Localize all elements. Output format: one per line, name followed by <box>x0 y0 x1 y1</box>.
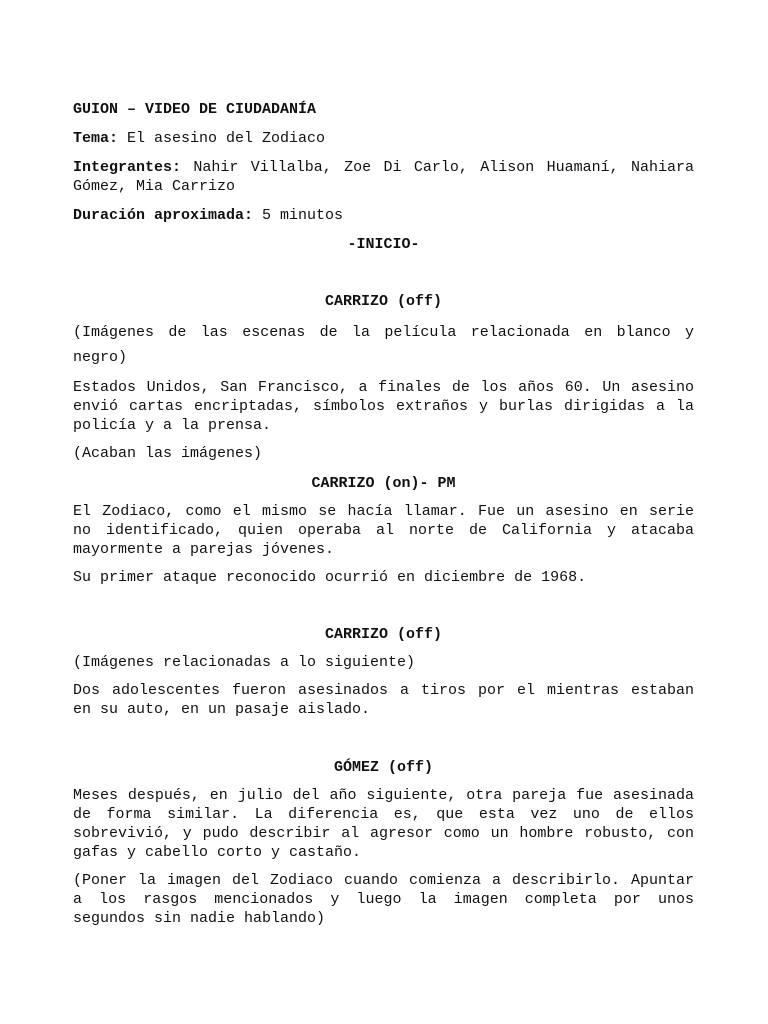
integrantes-label: Integrantes: <box>73 159 182 176</box>
stage-direction: (Imágenes de las escenas de la película relacionada en blanco y negro) <box>73 324 694 366</box>
dialogue-paragraph: Su primer ataque reconocido ocurrió en diciembre de 1968. <box>73 569 587 586</box>
dialogue-paragraph: Dos adolescentes fueron asesinados a tiros por el mientras estaban en su auto, en un pasaje aislado. <box>73 682 694 718</box>
duracion-line <box>73 206 694 225</box>
speaker-heading: CARRIZO (off) <box>324 293 443 310</box>
script-document <box>73 100 694 928</box>
stage-direction: (Acaban las imágenes) <box>73 445 263 462</box>
duracion-label: Duración aproximada: <box>73 207 254 224</box>
tema-label: Tema: <box>73 130 119 147</box>
document-title: GUION – VIDEO DE CIUDADANÍA <box>73 101 317 118</box>
speaker-heading: GÓMEZ (off) <box>333 759 434 776</box>
speaker-heading: CARRIZO (on)- PM <box>311 475 456 492</box>
dialogue-paragraph: El Zodiaco, como el mismo se hacía llamar. Fue un asesino en serie no identificado, quien operaba al norte de California y atacaba mayormente a parejas jóvenes. <box>73 503 694 558</box>
integrantes-value: Nahir Villalba, Zoe Di Carlo, Alison Huamaní, Nahiara Gómez, Mia Carrizo <box>73 159 694 195</box>
duracion-value: 5 minutos <box>262 207 344 224</box>
dialogue-paragraph: Estados Unidos, San Francisco, a finales de los años 60. Un asesino envió cartas encriptadas, símbolos extraños y burlas dirigidas a la policía y a la prensa. <box>73 379 694 434</box>
tema-line <box>73 129 694 148</box>
integrantes-line <box>73 158 694 196</box>
tema-value: El asesino del Zodiaco <box>127 130 326 147</box>
stage-direction: (Imágenes relacionadas a lo siguiente) <box>73 654 416 671</box>
stage-direction: (Poner la imagen del Zodiaco cuando comienza a describirlo. Apuntar a los rasgos mencionados y luego la imagen completa por unos segundos sin nadie hablando) <box>73 872 694 927</box>
inicio-heading: -INICIO- <box>347 236 420 253</box>
speaker-heading: CARRIZO (off) <box>324 626 443 643</box>
dialogue-paragraph: Meses después, en julio del año siguiente, otra pareja fue asesinada de forma similar. La diferencia es, que esta vez uno de ellos sobrevivió, y pudo describir al agresor como un hombre robusto, con gafas y cabello corto y castaño. <box>73 787 694 861</box>
